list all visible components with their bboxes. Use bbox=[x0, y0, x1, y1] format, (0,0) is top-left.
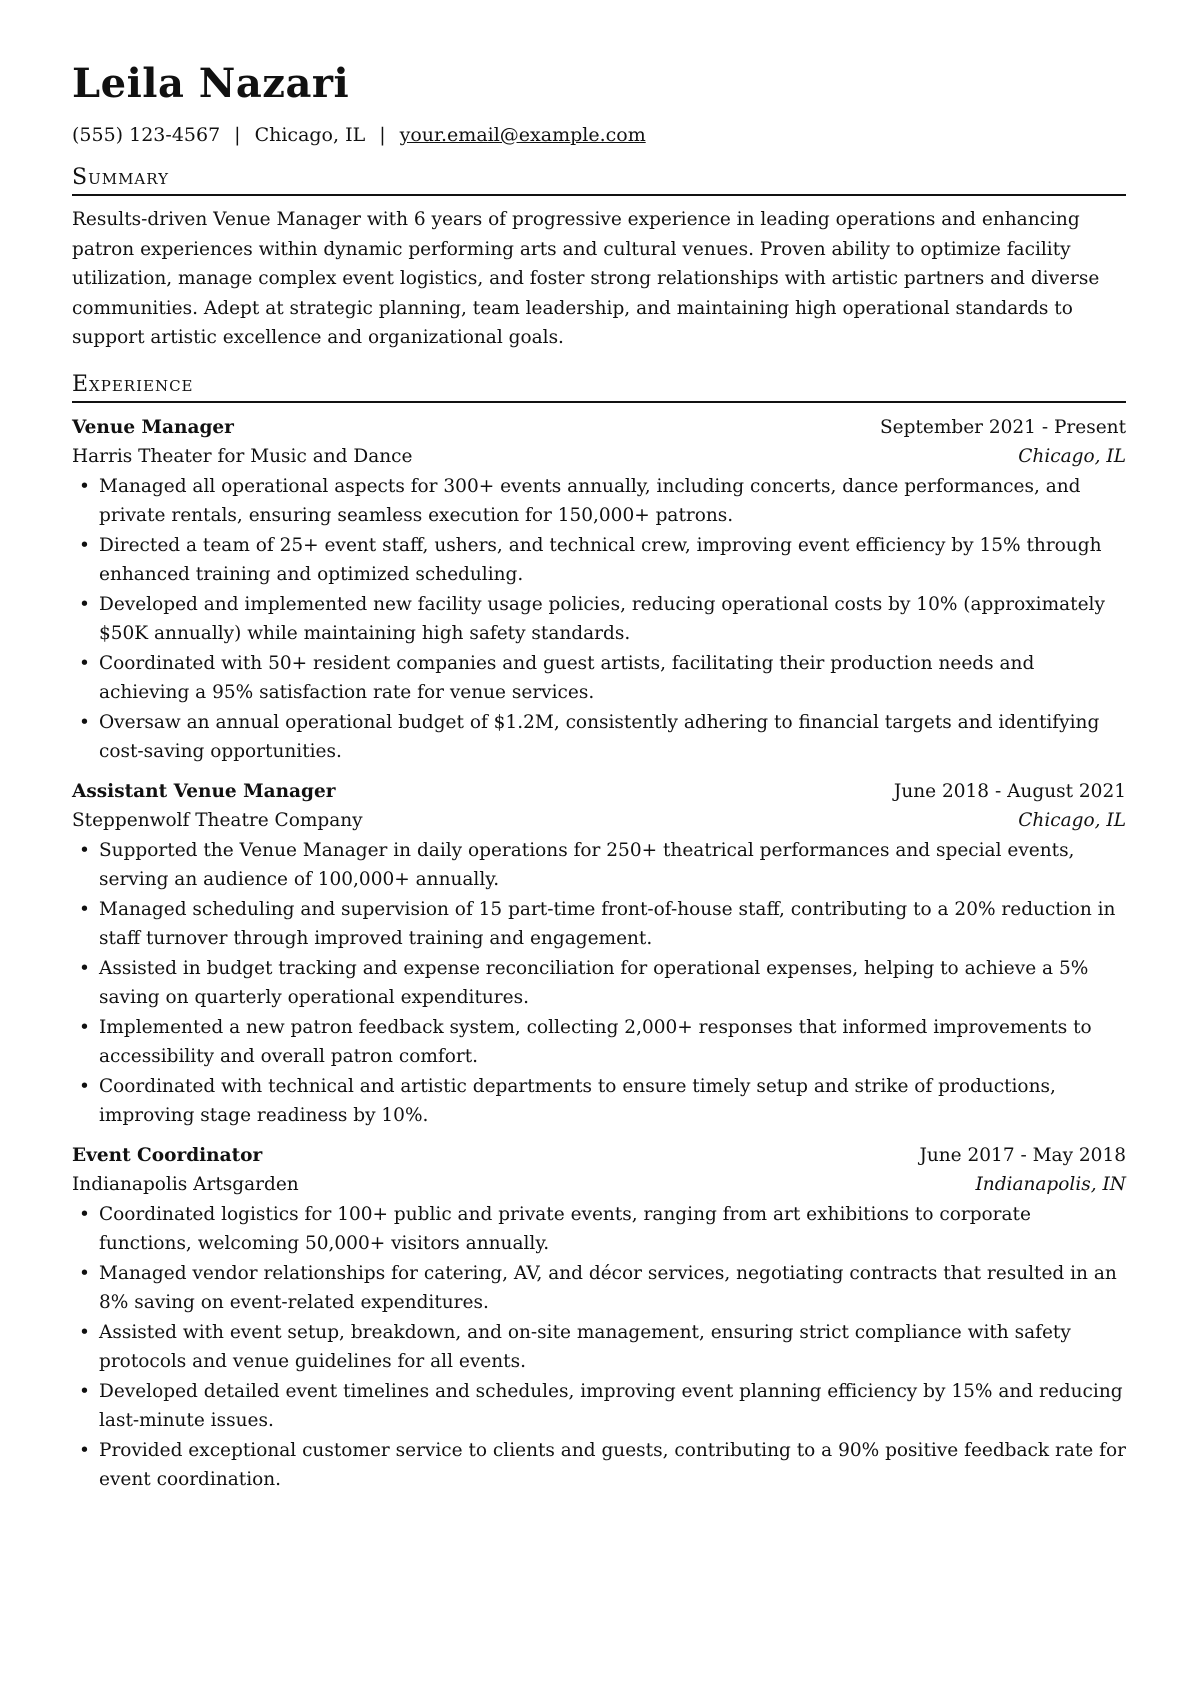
bullet-item bbox=[72, 1013, 1126, 1072]
bullet-item bbox=[72, 954, 1126, 1013]
bullet-text: Supported the Venue Manager in daily operations for 250+ theatrical performances and special events, serving an audience of 100,000+ annually. bbox=[99, 839, 1075, 890]
bullet-icon: • bbox=[79, 652, 90, 674]
resume-page bbox=[72, 58, 1126, 1495]
bullet-text: Coordinated with 50+ resident companies and guest artists, facilitating their production needs and achieving a 95% satisfaction rate for venue services. bbox=[99, 652, 1035, 703]
bullet-icon: • bbox=[79, 534, 90, 556]
job-bullets bbox=[72, 1200, 1126, 1495]
candidate-name: Leila Nazari bbox=[72, 60, 350, 107]
bullet-item bbox=[72, 708, 1126, 767]
job-company: Steppenwolf Theatre Company bbox=[72, 810, 363, 831]
bullet-text: Managed all operational aspects for 300+ events annually, including concerts, dance performances, and private rentals, ensuring seamless execution for 150,000+ patrons. bbox=[99, 475, 1081, 526]
job-entry bbox=[72, 413, 1126, 767]
job-company-row bbox=[72, 1170, 1126, 1200]
phone-number: (555) 123-4567 bbox=[72, 124, 221, 146]
job-location: Chicago, IL bbox=[1018, 446, 1126, 467]
bullet-item bbox=[72, 472, 1126, 531]
bullet-icon: • bbox=[79, 1016, 90, 1038]
job-header-row bbox=[72, 1141, 1126, 1171]
bullet-item bbox=[72, 1200, 1126, 1259]
job-dates: June 2018 - August 2021 bbox=[893, 780, 1126, 802]
job-company-row bbox=[72, 806, 1126, 836]
bullet-item bbox=[72, 1318, 1126, 1377]
bullet-icon: • bbox=[79, 1203, 90, 1225]
bullet-text: Managed scheduling and supervision of 15 part-time front-of-house staff, contributing to a 20% reduction in staff turnover through improved training and engagement. bbox=[99, 898, 1116, 949]
job-entry bbox=[72, 1141, 1126, 1495]
job-bullets bbox=[72, 472, 1126, 767]
bullet-icon: • bbox=[79, 898, 90, 920]
job-dates: June 2017 - May 2018 bbox=[919, 1144, 1126, 1166]
job-header-row bbox=[72, 413, 1126, 443]
job-company: Harris Theater for Music and Dance bbox=[72, 446, 413, 467]
bullet-item bbox=[72, 1377, 1126, 1436]
job-dates: September 2021 - Present bbox=[879, 416, 1126, 438]
bullet-item bbox=[72, 1072, 1126, 1131]
job-header-row bbox=[72, 777, 1126, 807]
bullet-text: Coordinated logistics for 100+ public and private events, ranging from art exhibitions to corporate functions, welcoming 50,000+ visitors annually. bbox=[99, 1203, 1031, 1254]
job-title: Venue Manager bbox=[72, 416, 234, 438]
bullet-icon: • bbox=[79, 839, 90, 861]
bullet-icon: • bbox=[79, 593, 90, 615]
bullet-icon: • bbox=[79, 711, 90, 733]
job-company: Indianapolis Artsgarden bbox=[72, 1174, 299, 1195]
bullet-item bbox=[72, 590, 1126, 649]
bullet-item bbox=[72, 531, 1126, 590]
bullet-text: Managed vendor relationships for catering, AV, and décor services, negotiating contracts that resulted in an 8% saving on event-related expenditures. bbox=[99, 1262, 1117, 1313]
bullet-text: Oversaw an annual operational budget of $1.2M, consistently adhering to financial targets and identifying cost-saving opportunities. bbox=[99, 711, 1100, 762]
experience-heading: Experience bbox=[72, 371, 1126, 403]
bullet-icon: • bbox=[79, 1321, 90, 1343]
bullet-item bbox=[72, 649, 1126, 708]
bullet-text: Directed a team of 25+ event staff, ushers, and technical crew, improving event efficiency by 15% through enhanced training and optimized scheduling. bbox=[99, 534, 1102, 585]
summary-heading: Summary bbox=[72, 164, 1126, 196]
bullet-item bbox=[72, 1436, 1126, 1495]
bullet-text: Assisted in budget tracking and expense reconciliation for operational expenses, helping to achieve a 5% saving on quarterly operational expenditures. bbox=[99, 957, 1089, 1008]
bullet-icon: • bbox=[79, 1439, 90, 1461]
bullet-text: Implemented a new patron feedback system, collecting 2,000+ responses that informed improvements to accessibility and overall patron comfort. bbox=[99, 1016, 1092, 1067]
bullet-icon: • bbox=[79, 1262, 90, 1284]
job-bullets bbox=[72, 836, 1126, 1131]
contact-separator: | bbox=[234, 124, 241, 146]
bullet-text: Coordinated with technical and artistic departments to ensure timely setup and strike of productions, improving stage readiness by 10%. bbox=[99, 1075, 1056, 1126]
bullet-icon: • bbox=[79, 475, 90, 497]
job-entry bbox=[72, 777, 1126, 1131]
location: Chicago, IL bbox=[254, 124, 366, 146]
bullet-icon: • bbox=[79, 1380, 90, 1402]
bullet-icon: • bbox=[79, 1075, 90, 1097]
job-title: Event Coordinator bbox=[72, 1144, 263, 1166]
bullet-item bbox=[72, 895, 1126, 954]
bullet-text: Developed detailed event timelines and schedules, improving event planning efficiency by 15% and reducing last-minute issues. bbox=[99, 1380, 1123, 1431]
bullet-text: Assisted with event setup, breakdown, and on-site management, ensuring strict compliance with safety protocols and venue guidelines for all events. bbox=[99, 1321, 1071, 1372]
bullet-icon: • bbox=[79, 957, 90, 979]
contact-separator: | bbox=[379, 124, 386, 146]
contact-line bbox=[72, 122, 1126, 148]
job-title: Assistant Venue Manager bbox=[72, 780, 336, 802]
bullet-item bbox=[72, 1259, 1126, 1318]
job-company-row bbox=[72, 442, 1126, 472]
job-location: Chicago, IL bbox=[1018, 810, 1126, 831]
experience-list bbox=[72, 413, 1126, 1495]
job-location: Indianapolis, IN bbox=[975, 1174, 1126, 1195]
summary-text: Results-driven Venue Manager with 6 years of progressive experience in leading operations and enhancing patron experiences within dynamic performing arts and cultural venues. Proven ability to optimize facility utilization, manage complex event logistics, and foster strong relationships with artistic partners and diverse communities. Adept at strategic planning, team leadership, and maintaining high operational standards to support artistic excellence and organizational goals. bbox=[72, 209, 1100, 348]
bullet-item bbox=[72, 836, 1126, 895]
bullet-text: Provided exceptional customer service to clients and guests, contributing to a 90% positive feedback rate for event coordination. bbox=[99, 1439, 1126, 1490]
email-link[interactable]: your.email@example.com bbox=[399, 124, 646, 146]
bullet-text: Developed and implemented new facility usage policies, reducing operational costs by 10% (approximately $50K annually) while maintaining high safety standards. bbox=[99, 593, 1105, 644]
